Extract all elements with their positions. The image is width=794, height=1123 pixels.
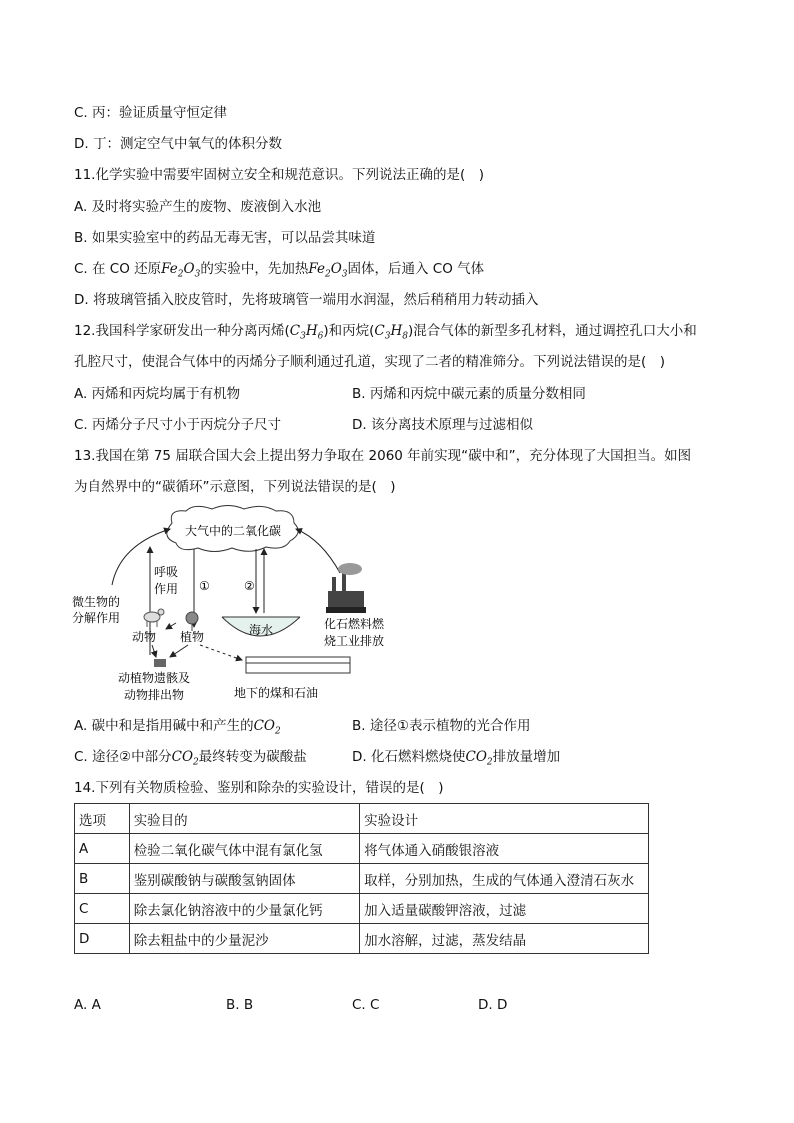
q10-option-d: D. 丁：测定空气中氧气的体积分数 — [74, 136, 282, 152]
coal-box — [246, 657, 350, 673]
q11-option-c: C. 在 CO 还原$Fe_2O_3$的实验中，先加热$Fe_2O_3$固体，后通入 CO 气体 — [74, 261, 485, 280]
formula-c3h6: $C_3H_6$ — [289, 323, 324, 342]
q13-option-b: B. 途径①表示植物的光合作用 — [352, 718, 531, 734]
q13-option-a: A. 碳中和是指用碱中和产生的$CO_2$ — [74, 718, 281, 737]
svg-text:动物: 动物 — [132, 630, 157, 644]
q14-option-a: A. A — [74, 997, 101, 1013]
table-row: D 除去粗盐中的少量泥沙 加水溶解，过滤，蒸发结晶 — [75, 924, 649, 954]
q14-option-d: D. D — [478, 997, 508, 1013]
q11-option-d: D. 将玻璃管插入胶皮管时，先将玻璃管一端用水润湿，然后稍稍用力转动插入 — [74, 292, 539, 308]
cloud-label: 大气中的二氧化碳 — [184, 524, 282, 538]
table-row: C 除去氯化钠溶液中的少量氯化钙 加入适量碳酸钾溶液，过滤 — [75, 894, 649, 924]
svg-text:植物: 植物 — [180, 630, 205, 644]
q14-option-b: B. B — [226, 997, 254, 1013]
plant-icon — [186, 612, 198, 631]
formula-fe2o3: $Fe_2O_3$ — [308, 261, 348, 280]
table-row: A 检验二氧化碳气体中混有氯化氢 将气体通入硝酸银溶液 — [75, 834, 649, 864]
svg-text:分解作用: 分解作用 — [72, 611, 121, 625]
svg-text:海水: 海水 — [248, 623, 274, 637]
formula-co2: $CO_2$ — [171, 749, 199, 768]
q12-option-a: A. 丙烯和丙烷均属于有机物 — [74, 386, 241, 402]
svg-text:地下的煤和石油: 地下的煤和石油 — [234, 686, 319, 700]
svg-text:①: ① — [199, 579, 210, 593]
remains-icon — [154, 659, 166, 667]
q12-option-c: C. 丙烯分子尺寸小于丙烷分子尺寸 — [74, 417, 282, 433]
q13-option-d: D. 化石燃料燃烧使$CO_2$排放量增加 — [352, 749, 561, 768]
q13-stem-line2: 为自然界中的“碳循环”示意图，下列说法错误的是( ) — [74, 479, 396, 495]
formula-fe2o3: $Fe_2O_3$ — [161, 261, 201, 280]
factory-icon — [326, 563, 366, 613]
animal-icon — [144, 609, 164, 627]
svg-text:②: ② — [244, 579, 255, 593]
q14-stem: 14.下列有关物质检验、鉴别和除杂的实验设计，错误的是( ) — [74, 780, 444, 796]
q10-option-c: C. 丙：验证质量守恒定律 — [74, 105, 228, 121]
svg-text:微生物的: 微生物的 — [72, 595, 121, 609]
q11-option-a: A. 及时将实验产生的废物、废液倒入水池 — [74, 199, 322, 215]
svg-text:动植物遗骸及: 动植物遗骸及 — [118, 671, 191, 685]
svg-text:烧工业排放: 烧工业排放 — [324, 634, 385, 648]
formula-co2: $CO_2$ — [465, 749, 493, 768]
q12-stem-line1: 12.我国科学家研发出一种分离丙烯$(C_3H_6)$和丙烷$(C_3H_8)$混合气体的新型多孔材料，通过调控孔口大小和 — [74, 323, 697, 342]
q12-option-d: D. 该分离技术原理与过滤相似 — [352, 417, 533, 433]
q11-stem: 11.化学实验中需要牢固树立安全和规范意识。下列说法正确的是( ) — [74, 167, 485, 183]
table-header-row: 选项 实验目的 实验设计 — [75, 804, 649, 834]
svg-text:作用: 作用 — [154, 582, 179, 596]
formula-c3h8: $C_3H_8$ — [374, 323, 408, 342]
table-row: B 鉴别碳酸钠与碳酸氢钠固体 取样，分别加热，生成的气体通入澄清石灰水 — [75, 864, 649, 894]
svg-text:化石燃料燃: 化石燃料燃 — [324, 617, 385, 631]
formula-co2: $CO_2$ — [253, 718, 281, 737]
q14-option-c: C. C — [352, 997, 380, 1013]
svg-text:动物排出物: 动物排出物 — [124, 688, 185, 702]
q14-table — [74, 803, 649, 954]
q13-stem-line1: 13.我国在第 75 届联合国大会上提出努力争取在 2060 年前实现“碳中和”，充分体现了大国担当。如图 — [74, 448, 692, 464]
q12-stem-line2: 孔腔尺寸，使混合气体中的丙烯分子顺利通过孔道，实现了二者的精准筛分。下列说法错误的是( ) — [74, 354, 666, 370]
q12-option-b: B. 丙烯和丙烷中碳元素的质量分数相同 — [352, 386, 586, 402]
q13-option-c: C. 途径②中部分$CO_2$最终转变为碳酸盐 — [74, 749, 307, 768]
svg-text:呼吸: 呼吸 — [154, 565, 179, 579]
q11-option-b: B. 如果实验室中的药品无毒无害，可以品尝其味道 — [74, 230, 376, 246]
carbon-cycle-diagram — [72, 505, 402, 705]
